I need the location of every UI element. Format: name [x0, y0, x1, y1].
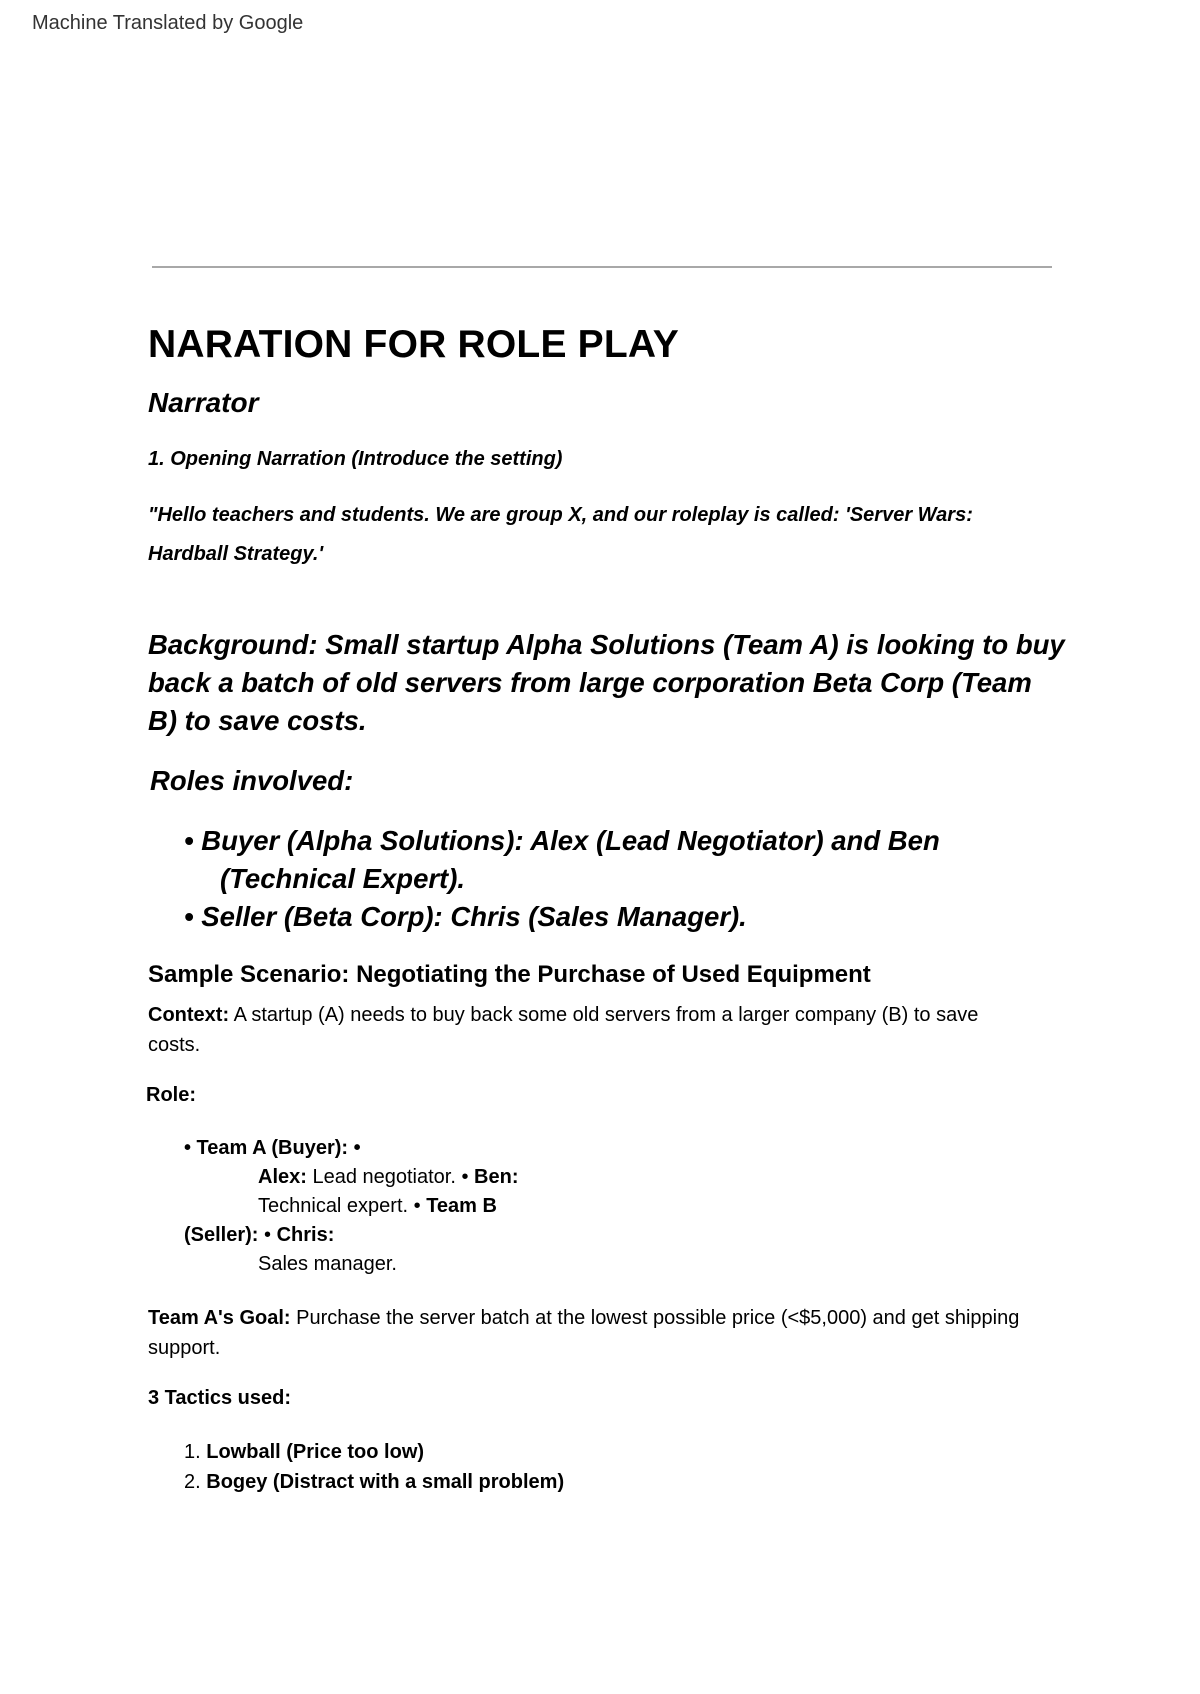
roles-heading: Roles involved:: [150, 765, 354, 796]
role-line-4: [148, 1221, 1068, 1250]
page-title: NARATION FOR ROLE PLAY: [148, 323, 679, 366]
tactic-item: [184, 1437, 1068, 1467]
role-buyer-line-2: (Technical Expert).: [220, 863, 466, 894]
tactic-number: 2.: [184, 1471, 201, 1493]
horizontal-rule: [152, 266, 1052, 268]
context-label: Context:: [148, 1004, 230, 1026]
alex-text: Lead negotiator. •: [306, 1166, 475, 1188]
tactic-text: Lowball (Price too low): [206, 1441, 425, 1463]
roles-list: [184, 822, 1068, 936]
role-label: Role:: [146, 1084, 196, 1106]
context-text: A startup (A) needs to buy back some old servers from a larger company (B) to save costs.: [148, 1004, 979, 1056]
chris-text: Sales manager.: [258, 1253, 397, 1275]
role-buyer: [184, 822, 1068, 898]
context-paragraph: [148, 1000, 1028, 1060]
role-line-3: [148, 1192, 1068, 1221]
seller-bullet: •: [258, 1224, 277, 1246]
alex-label: Alex:: [258, 1166, 307, 1188]
tactics-label: 3 Tactics used:: [148, 1387, 292, 1409]
role-seller: • Seller (Beta Corp): Chris (Sales Manager).: [184, 901, 747, 932]
opening-heading: 1. Opening Narration (Introduce the setting): [148, 448, 563, 470]
goal-label: Team A's Goal:: [148, 1307, 291, 1329]
role-lines: [148, 1134, 1068, 1279]
tactic-item: [184, 1467, 1068, 1497]
background-paragraph: Background: Small startup Alpha Solutions (Team A) is looking to buy back a batch of old servers from large corporation Beta Corp (Team B) to save costs.: [148, 629, 1065, 736]
document-body: [148, 322, 1068, 1497]
goal-paragraph: [148, 1303, 1028, 1363]
opening-quote-line-1: "Hello teachers and students. We are group X, and our roleplay is called: 'Server Wars:: [148, 504, 973, 526]
ben-text: Technical expert. •: [258, 1195, 427, 1217]
chris-label: Chris:: [276, 1224, 335, 1246]
opening-quote: [148, 496, 1068, 574]
opening-quote-line-2: Hardball Strategy.': [148, 543, 324, 565]
narrator-heading: Narrator: [148, 387, 259, 418]
sample-scenario-heading: Sample Scenario: Negotiating the Purchase of Used Equipment: [148, 961, 871, 988]
role-line-1: [148, 1134, 1068, 1163]
ben-label: Ben:: [474, 1166, 519, 1188]
role-line-5: [148, 1250, 1068, 1279]
goal-text: Purchase the server batch at the lowest possible price (<$5,000) and get shipping support.: [148, 1307, 1020, 1359]
watermark: Machine Translated by Google: [32, 12, 304, 34]
seller-label: (Seller):: [184, 1224, 259, 1246]
tactic-number: 1.: [184, 1441, 201, 1463]
role-buyer-line-1: • Buyer (Alpha Solutions): Alex (Lead Negotiator) and Ben: [184, 825, 940, 856]
tactics-list: [148, 1437, 1068, 1497]
team-a-label: • Team A (Buyer): •: [184, 1137, 361, 1159]
team-b-label: Team B: [426, 1195, 497, 1217]
role-line-2: [148, 1163, 1068, 1192]
tactic-text: Bogey (Distract with a small problem): [206, 1471, 565, 1493]
